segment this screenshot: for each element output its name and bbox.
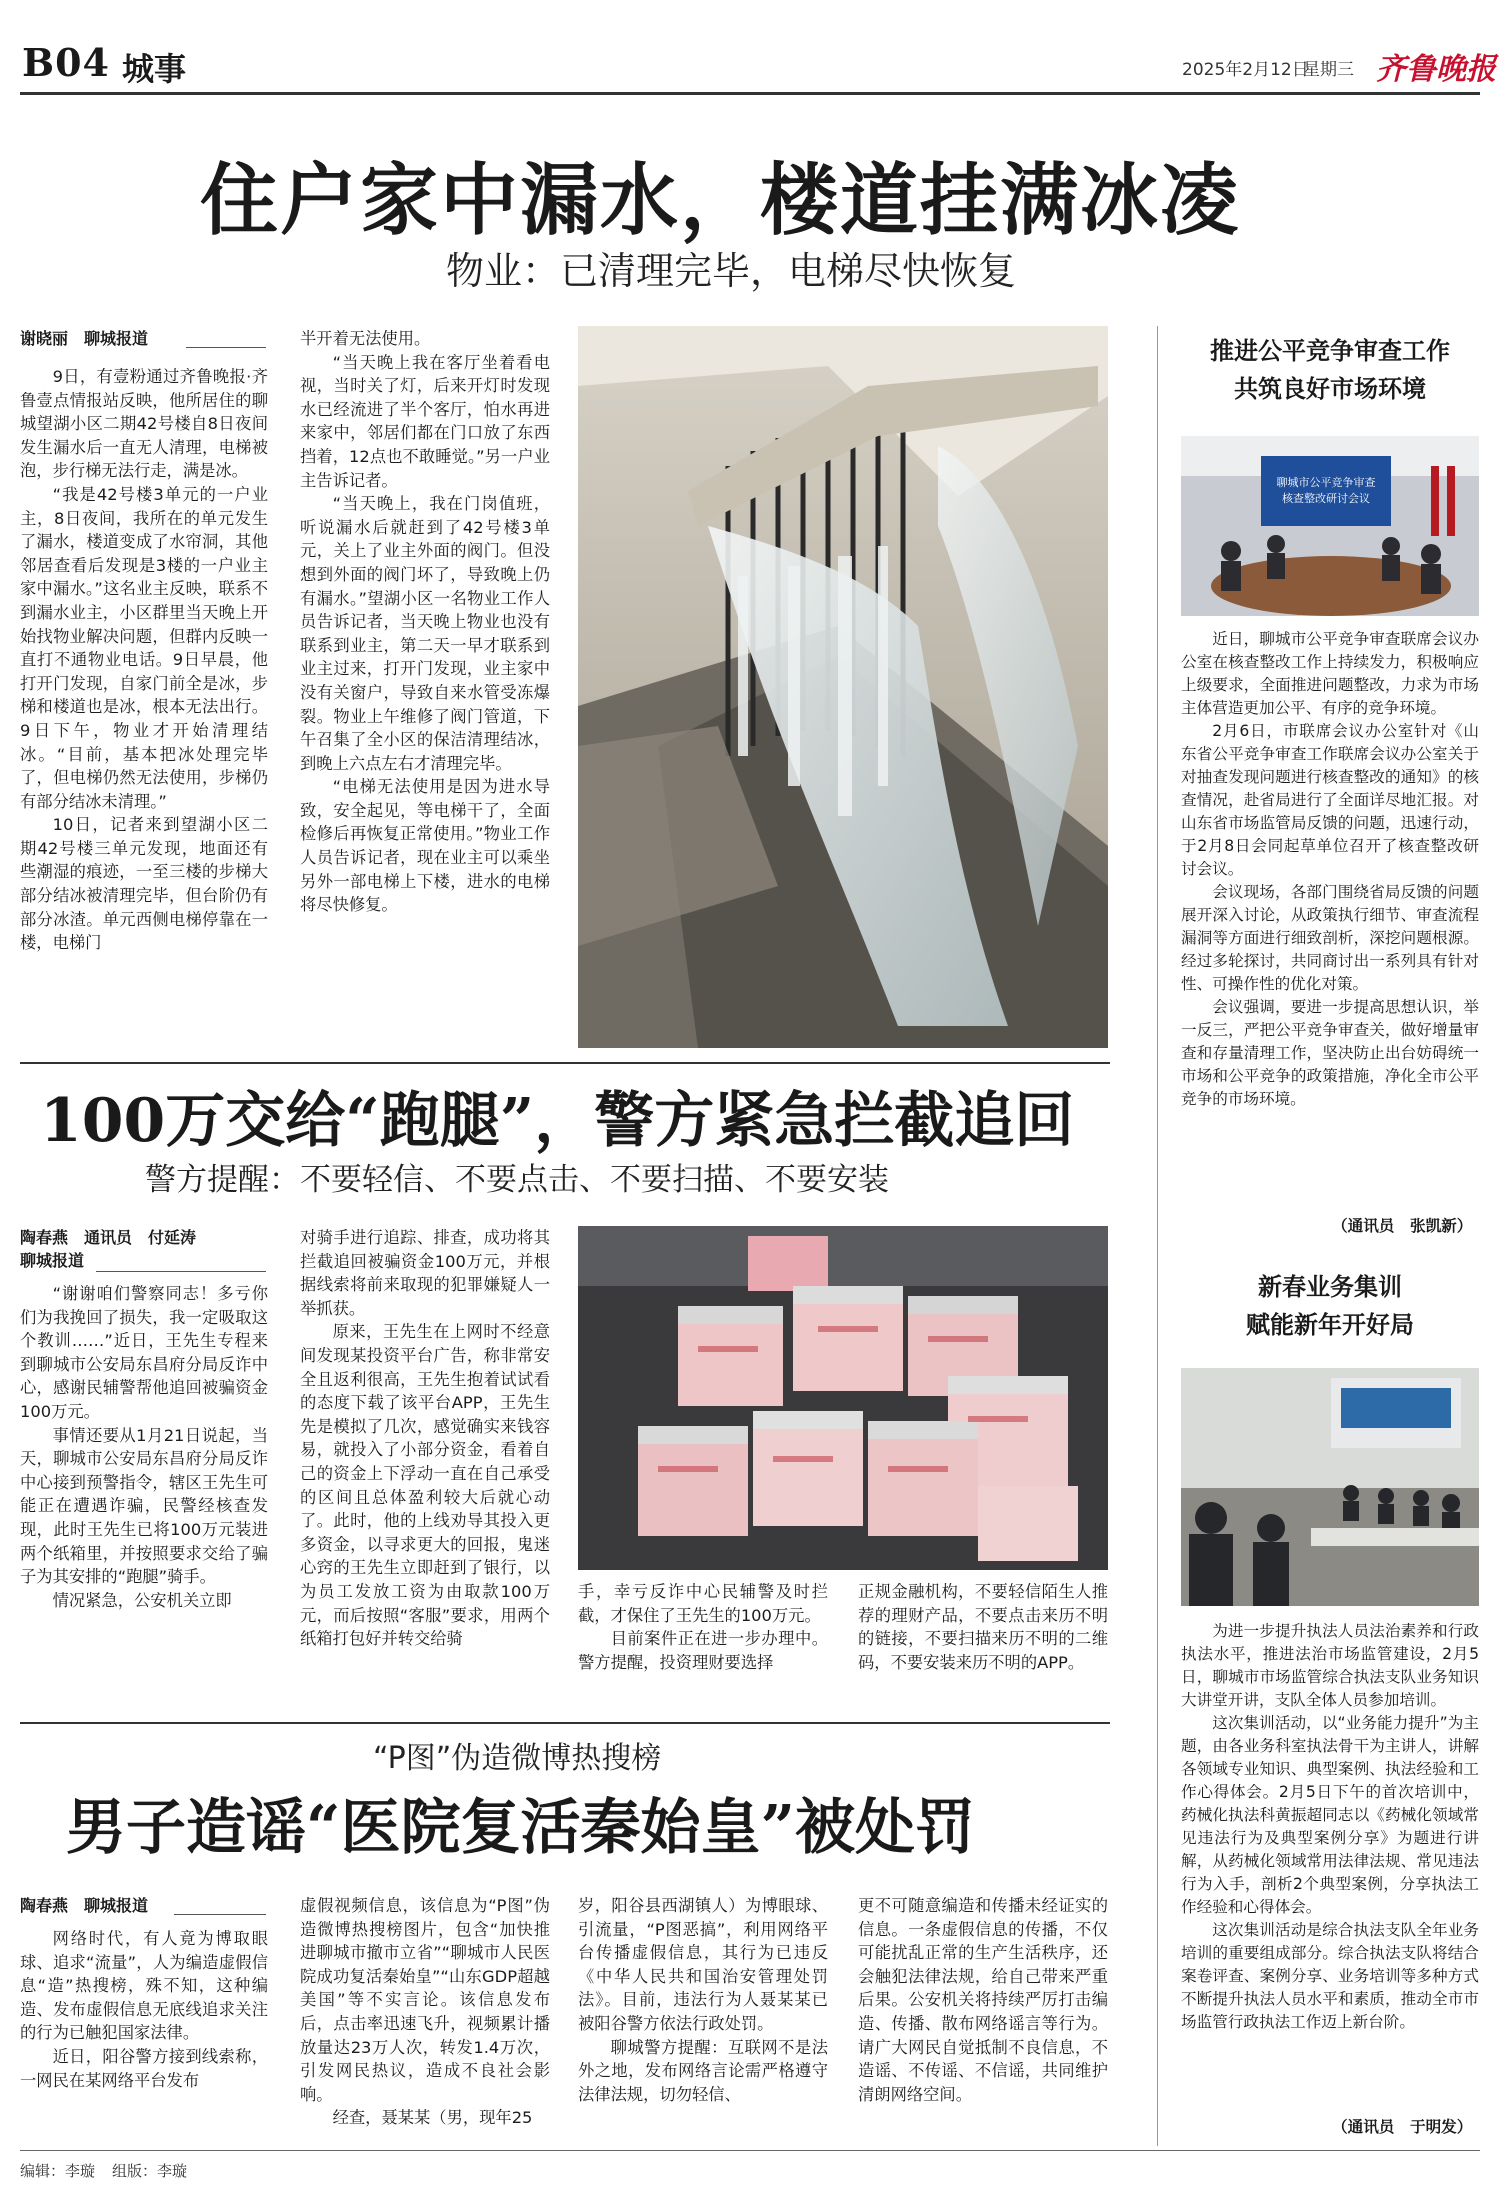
training-session-photo [1181, 1368, 1479, 1606]
page-number: B04 [22, 40, 110, 85]
byline-rule [174, 1914, 266, 1915]
story1-column-1: 9日，有壹粉通过齐鲁晚报·齐鲁壹点情报站反映，他所居住的聊城望湖小区二期42号楼自8日夜间发生漏水后一直无人清理，电梯被泡，步行梯无法行走，满是冰。 “我是42号楼3单元的一户业主，8日夜间，我所在的单元发生了漏水，楼道变成了水帘洞，其他邻居查看后发现是3楼的一户业主家中漏水。”这名业主反映，联系不到漏水业主，小区群里当天晚上开始找物业解决问题，但群内反映一直打不通物业电话。9日早晨，他打开门发现，自家门前全是冰，步梯和楼道也是冰，根本无法出行。9日下午，物业才开始清理结冰。“目前，基本把冰处理完毕了，但电梯仍然无法使用，步梯仍有部分结冰未清理。” 10日，记者来到望湖小区二期42号楼三单元发现，地面还有些潮湿的痕迹，一至三楼的步梯大部分结冰被清理完毕，但台阶仍有部分冰渣。单元西侧电梯停靠在一楼，电梯门 [20, 367, 268, 953]
story2-byline: 陶春燕 通讯员 付延涛 聊城报道 [20, 1228, 197, 1270]
story3-column-2: 虚假视频信息，该信息为“P图”伪造微博热搜榜图片，包含“加快推进聊城市撤市立省”“聊城市人民医院成功复活秦始皇”“山东GDP超越美国”等不实言论。该信息发布后，点击率迅速飞升，视频累计播放量达23万人次，转发1.4万次，引发网民热议，造成不良社会影响。 经查，聂某某（男，现年25 [300, 1896, 550, 2128]
story1-headline: 住户家中漏水，楼道挂满冰凌 [200, 155, 1241, 246]
footer-rule [20, 2150, 1480, 2151]
header-rule [20, 92, 1480, 95]
sidebar-story2-body: 为进一步提升执法人员法治素养和行政执法水平，推进法治市场监管建设，2月5日，聊城市市场监管综合执法支队业务知识大讲堂开讲，支队全体人员参加培训。 这次集训活动，以“业务能力提升”为主题，由各业务科室执法骨干为主讲人，讲解各领域专业知识、典型案例、执法经验和工作心得体会。2月5日下午的首次培训中，药械化执法科黄振超同志以《药械化领域常见违法行为及典型案例分享》为题进行讲解，从药械化领域常用法律法规、常见违法行为入手，剖析2个典型案例，分享执法工作经验和心得体会。 这次集训活动是综合执法支队全年业务培训的重要组成部分。综合执法支队将结合案卷评查、案例分享、业务培训等多种方式不断提升执法人员水平和素质，推动全市市场监管行政执法工作迈上新台阶。 [1181, 1622, 1479, 2031]
story3-column-3: 岁，阳谷县西湖镇人）为博眼球、引流量，“P图恶搞”，利用网络平台传播虚假信息，其行为已违反《中华人民共和国治安管理处罚法》。目前，违法行为人聂某某已被阳谷警方依法行政处罚。 聊城警方提醒：互联网不是法外之地，发布网络言论需严格遵守法律法规，切勿轻信、 [578, 1896, 828, 2104]
story3-kicker: “P图”伪造微博热搜榜 [373, 1741, 662, 1776]
issue-date: 2025年2月12日 [1182, 60, 1309, 80]
footer-layout: 组版：李璇 [112, 2162, 188, 2180]
story3-headline: 男子造谣“医院复活秦始皇”被处罚 [66, 1793, 976, 1863]
story3-byline: 陶春燕 聊城报道 [20, 1896, 149, 1915]
issue-weekday: 星期三 [1303, 60, 1354, 80]
screen-title: 聊城市公平竞争审查 [1276, 476, 1376, 489]
story1-subhead: 物业：已清理完毕，电梯尽快恢复 [446, 249, 1017, 293]
footer-editor: 编辑：李璇 [20, 2162, 96, 2180]
story2-bottom-rule [20, 1722, 1110, 1724]
screen-subtitle: 核查整改研讨会议 [1282, 492, 1370, 505]
story3-column-4: 更不可随意编造和传播未经证实的信息。一条虚假信息的传播，不仅可能扰乱正常的生产生活秩序，还会触犯法律法规，给自己带来严重后果。公安机关将持续严厉打击编造、传播、散布网络谣言等行为。请广大网民自觉抵制不良信息，不造谣、不传谣、不信谣，共同维护清朗网络空间。 [858, 1896, 1108, 2104]
story2-subhead: 警方提醒：不要轻信、不要点击、不要扫描、不要安装 [145, 1162, 889, 1198]
byline-rule [186, 347, 266, 348]
sidebar-story1-body: 近日，聊城市公平竞争审查联席会议办公室在核查整改工作上持续发力，积极响应上级要求，全面推进问题整改，力求为市场主体营造更加公平、有序的竞争环境。 2月6日，市联席会议办公室针对《山东省公平竞争审查工作联席会议办公室关于对抽查发现问题进行核查整改的通知》的核查情况，赴省局进行了全面详尽地汇报。对山东省市场监管局反馈的问题，迅速行动，于2月8日会同起草单位召开了核查整改研讨会议。 会议现场，各部门围绕省局反馈的问题展开深入讨论，从政策执行细节、审查流程漏洞等方面进行细致剖析，深挖问题根源。经过多轮探讨，共同商讨出一系列具有针对性、可操作性的优化对策。 会议强调，要进一步提高思想认识，举一反三，严把公平竞争审查关，做好增量审查和存量清理工作，坚决防止出台妨碍统一市场和公平竞争的政策措施，净化全市公平竞争的市场环境。 [1181, 630, 1479, 1108]
story2-column-3: 手，幸亏反诈中心民辅警及时拦截，才保住了王先生的100万元。 目前案件正在进一步办理中。警方提醒，投资理财要选择 [578, 1582, 828, 1672]
newspaper-logo: 齐鲁晚报 [1376, 52, 1496, 87]
story1-column-2: 半开着无法使用。 “当天晚上我在客厅坐着看电视，当时关了灯，后来开灯时发现水已经流进了半个客厅，怕水再进来家中，邻居们都在门口放了东西挡着，12点也不敢睡觉。”另一户业主告诉记者。 “当天晚上，我在门岗值班，听说漏水后就赶到了42号楼3单元，关上了业主外面的阀门。但没想到外面的阀门坏了，导致晚上仍有漏水。”望湖小区一名物业工作人员告诉记者，当天晚上物业也没有联系到业主，第二天一早才联系到业主过来，打开门发现，业主家中没有关窗户，导致自来水管受冻爆裂。物业上午维修了阀门管道，下午召集了全小区的保洁清理结冰，到晚上六点左右才清理完毕。 “电梯无法使用是因为进水导致，安全起见，等电梯干了，全面检修后再恢复正常使用。”物业工作人员告诉记者，现在业主可以乘坐另外一部电梯上下楼，进水的电梯将尽快修复。 [300, 329, 550, 915]
meeting-room-photo [1181, 436, 1479, 616]
cash-bundles-photo [578, 1226, 1108, 1570]
story1-byline: 谢晓丽 聊城报道 [20, 329, 149, 348]
story3-column-1: 网络时代，有人竟为博取眼球、追求“流量”，人为编造虚假信息“造”热搜榜，殊不知，这种编造、发布虚假信息无底线追求关注的行为已触犯国家法律。 近日，阳谷警方接到线索称，一网民在某网络平台发布 [20, 1929, 268, 2090]
sidebar-story2-credit: （通讯员 于明发） [1332, 2118, 1473, 2136]
section-name: 城事 [122, 50, 187, 88]
story2-headline: 100万交给“跑腿”，警方紧急拦截追回 [40, 1086, 1075, 1156]
story2-column-2: 对骑手进行追踪、排查，成功将其拦截追回被骗资金100万元，并根据线索将前来取现的犯罪嫌疑人一举抓获。 原来，王先生在上网时不经意间发现某投资平台广告，称非常安全且返利很高，王先生抱着试试看的态度下载了该平台APP，王先生先是模拟了几次，感觉确实来钱容易，就投入了小部分资金，看着自己的资金上下浮动一直在自己承受的区间且总体盈利较大后就心动了。此时，他的上线劝导其投入更多资金，以寻求更大的回报，鬼迷心窍的王先生立即赶到了银行，以为员工发放工资为由取款100万元，而后按照“客服”要求，用两个纸箱打包好并转交给骑 [300, 1228, 550, 1649]
sidebar-story1-title: 推进公平竞争审查工作 共筑良好市场环境 [1210, 336, 1450, 403]
frozen-stairwell-photo [578, 326, 1108, 1048]
story1-bottom-rule [20, 1062, 1110, 1064]
story2-column-1: “谢谢咱们警察同志！多亏你们为我挽回了损失，我一定吸取这个教训……”近日，王先生专程来到聊城市公安局东昌府分局反诈中心，感谢民辅警帮他追回被骗资金100万元。 事情还要从1月21日说起，当天，聊城市公安局东昌府分局反诈中心接到预警指令，辖区王先生可能正在遭遇诈骗，民警经核查发现，此时王先生已将100万元装进两个纸箱里，并按照要求交给了骗子为其安排的“跑腿”骑手。 情况紧急，公安机关立即 [20, 1284, 268, 1610]
sidebar-story1-credit: （通讯员 张凯新） [1332, 1217, 1473, 1235]
story2-column-4: 正规金融机构，不要轻信陌生人推荐的理财产品，不要点击来历不明的链接，不要扫描来历不明的二维码，不要安装来历不明的APP。 [858, 1582, 1108, 1672]
byline-rule [96, 1271, 266, 1272]
sidebar-divider [1157, 326, 1158, 2146]
sidebar-story2-title: 新春业务集训 赋能新年开好局 [1246, 1272, 1414, 1339]
